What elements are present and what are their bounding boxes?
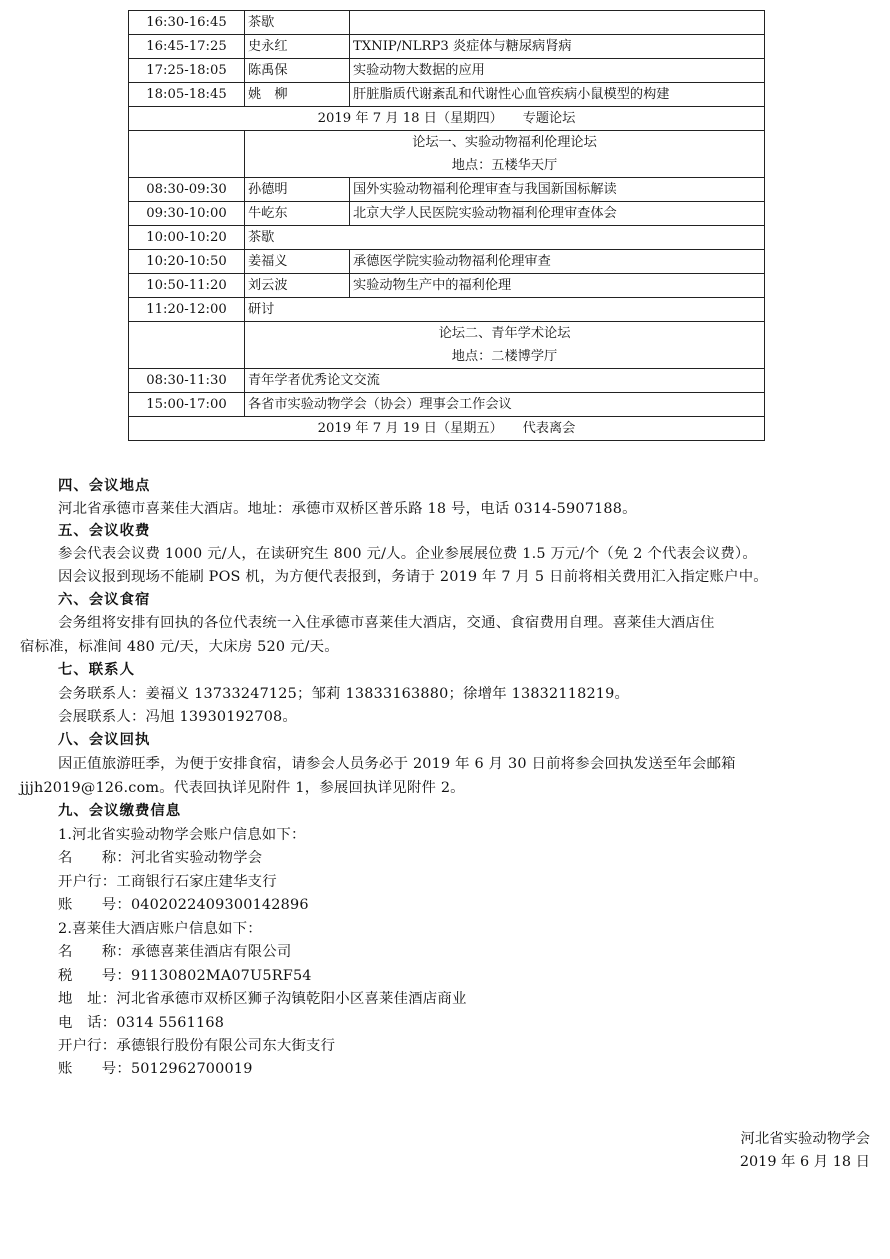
schedule-time: 18:05-18:45: [129, 83, 245, 107]
schedule-topic: [350, 11, 765, 35]
section-heading-fees: 五、会议收费: [58, 522, 151, 539]
schedule-topic: 北京大学人民医院实验动物福利伦理审查体会: [350, 202, 765, 226]
schedule-speaker: 牛屹东: [245, 202, 350, 226]
forum-title: 论坛一、实验动物福利伦理论坛: [412, 135, 597, 150]
schedule-activity: 青年学者优秀论文交流: [245, 369, 765, 393]
schedule-activity: 研讨: [245, 298, 765, 322]
schedule-topic: TXNIP/NLRP3 炎症体与糖尿病肾病: [350, 35, 765, 59]
payment-line-4: 账 号：0402022409300142896: [58, 897, 309, 913]
section-heading-reply: 八、会议回执: [58, 731, 151, 748]
schedule-forum-header: [245, 131, 765, 178]
schedule-speaker: 姚 柳: [245, 83, 350, 107]
schedule-speaker: 茶歇: [245, 11, 350, 35]
lodging-line-1: 会务组将安排有回执的各位代表统一入住承德市喜莱佳大酒店，交通、食宿费用自理。喜莱佳大酒店住: [58, 615, 715, 631]
schedule-time: 08:30-11:30: [129, 369, 245, 393]
schedule-row: [129, 35, 765, 59]
schedule-row: [129, 178, 765, 202]
schedule-topic: 承德医学院实验动物福利伦理审查: [350, 250, 765, 274]
contacts-line-1: 会务联系人：姜福义 13733247125；邹莉 13833163880；徐增年 13832118219。: [58, 686, 630, 702]
schedule-row: [129, 107, 765, 131]
schedule-row: [129, 131, 765, 178]
schedule-speaker: 刘云波: [245, 274, 350, 298]
schedule-row: [129, 369, 765, 393]
payment-line-9: 电 话：0314 5561168: [58, 1015, 225, 1031]
schedule-day-header: 2019 年 7 月 18 日（星期四） 专题论坛: [129, 107, 765, 131]
signature-org: 河北省实验动物学会: [740, 1131, 870, 1147]
signature-date: 2019 年 6 月 18 日: [739, 1154, 870, 1170]
schedule-speaker: 姜福义: [245, 250, 350, 274]
section-heading-lodging: 六、会议食宿: [58, 591, 151, 608]
section-heading-payment: 九、会议缴费信息: [58, 802, 182, 819]
schedule-time: 16:45-17:25: [129, 35, 245, 59]
payment-line-1: 1.河北省实验动物学会账户信息如下：: [58, 827, 306, 843]
schedule-time: 08:30-09:30: [129, 178, 245, 202]
fees-line-2: 因会议报到现场不能刷 POS 机，为方便代表报到，务请于 2019 年 7 月 5 日前将相关费用汇入指定账户中。: [58, 569, 768, 585]
schedule-row: [129, 83, 765, 107]
section-heading-venue: 四、会议地点: [58, 477, 151, 494]
schedule-row: [129, 274, 765, 298]
schedule-activity: 各省市实验动物学会（协会）理事会工作会议: [245, 393, 765, 417]
schedule-speaker: 孙德明: [245, 178, 350, 202]
schedule-speaker: 史永红: [245, 35, 350, 59]
payment-line-8: 地 址：河北省承德市双桥区狮子沟镇乾阳小区喜莱佳酒店商业: [58, 991, 467, 1007]
schedule-time: 10:20-10:50: [129, 250, 245, 274]
schedule-topic: 实验动物生产中的福利伦理: [350, 274, 765, 298]
schedule-forum-header: [245, 322, 765, 369]
schedule-row: [129, 202, 765, 226]
payment-line-7: 税 号：91130802MA07U5RF54: [58, 968, 312, 984]
schedule-forum-blank: [129, 131, 245, 178]
schedule-row: [129, 298, 765, 322]
schedule-time: 17:25-18:05: [129, 59, 245, 83]
schedule-row: [129, 322, 765, 369]
forum-title: 论坛二、青年学术论坛: [438, 326, 571, 341]
schedule-row: [129, 417, 765, 441]
schedule-time: 11:20-12:00: [129, 298, 245, 322]
forum-venue: 地点：五楼华天厅: [451, 158, 558, 173]
forum-venue: 地点：二楼博学厅: [451, 349, 558, 364]
schedule-row: [129, 11, 765, 35]
contacts-line-2: 会展联系人：冯旭 13930192708。: [58, 709, 298, 725]
schedule-row: [129, 226, 765, 250]
payment-line-11: 账 号：5012962700019: [58, 1061, 253, 1077]
reply-line-2: jjjh2019@126.com。代表回执详见附件 1，参展回执详见附件 2。: [20, 780, 465, 796]
schedule-time: 16:30-16:45: [129, 11, 245, 35]
schedule-topic: 肝脏脂质代谢紊乱和代谢性心血管疾病小鼠模型的构建: [350, 83, 765, 107]
fees-line-1: 参会代表会议费 1000 元/人，在读研究生 800 元/人。企业参展展位费 1.5 万元/个（免 2 个代表会议费）。: [58, 546, 757, 562]
payment-line-6: 名 称：承德喜莱佳酒店有限公司: [58, 944, 292, 960]
section-heading-contacts: 七、联系人: [58, 661, 135, 678]
schedule-time: 15:00-17:00: [129, 393, 245, 417]
schedule-topic: 实验动物大数据的应用: [350, 59, 765, 83]
schedule-time: 10:50-11:20: [129, 274, 245, 298]
schedule-time: 10:00-10:20: [129, 226, 245, 250]
schedule-forum-blank: [129, 322, 245, 369]
payment-line-5: 2.喜莱佳大酒店账户信息如下：: [58, 921, 262, 937]
schedule-topic: 国外实验动物福利伦理审查与我国新国标解读: [350, 178, 765, 202]
schedule-table: [128, 10, 765, 441]
lodging-line-2: 宿标准，标准间 480 元/天，大床房 520 元/天。: [20, 639, 339, 655]
payment-line-3: 开户行：工商银行石家庄建华支行: [58, 874, 277, 890]
schedule-day-header: 2019 年 7 月 19 日（星期五） 代表离会: [129, 417, 765, 441]
schedule-row: [129, 393, 765, 417]
schedule-time: 09:30-10:00: [129, 202, 245, 226]
schedule-activity: 茶歇: [245, 226, 765, 250]
reply-line-1: 因正值旅游旺季，为便于安排食宿，请参会人员务必于 2019 年 6 月 30 日前将参会回执发送至年会邮箱: [58, 756, 736, 772]
schedule-speaker: 陈禹保: [245, 59, 350, 83]
payment-line-10: 开户行：承德银行股份有限公司东大街支行: [58, 1038, 336, 1054]
venue-text: 河北省承德市喜莱佳大酒店。地址：承德市双桥区普乐路 18 号，电话 0314-5907188。: [58, 501, 637, 517]
schedule-row: [129, 59, 765, 83]
schedule-row: [129, 250, 765, 274]
payment-line-2: 名 称：河北省实验动物学会: [58, 850, 263, 866]
